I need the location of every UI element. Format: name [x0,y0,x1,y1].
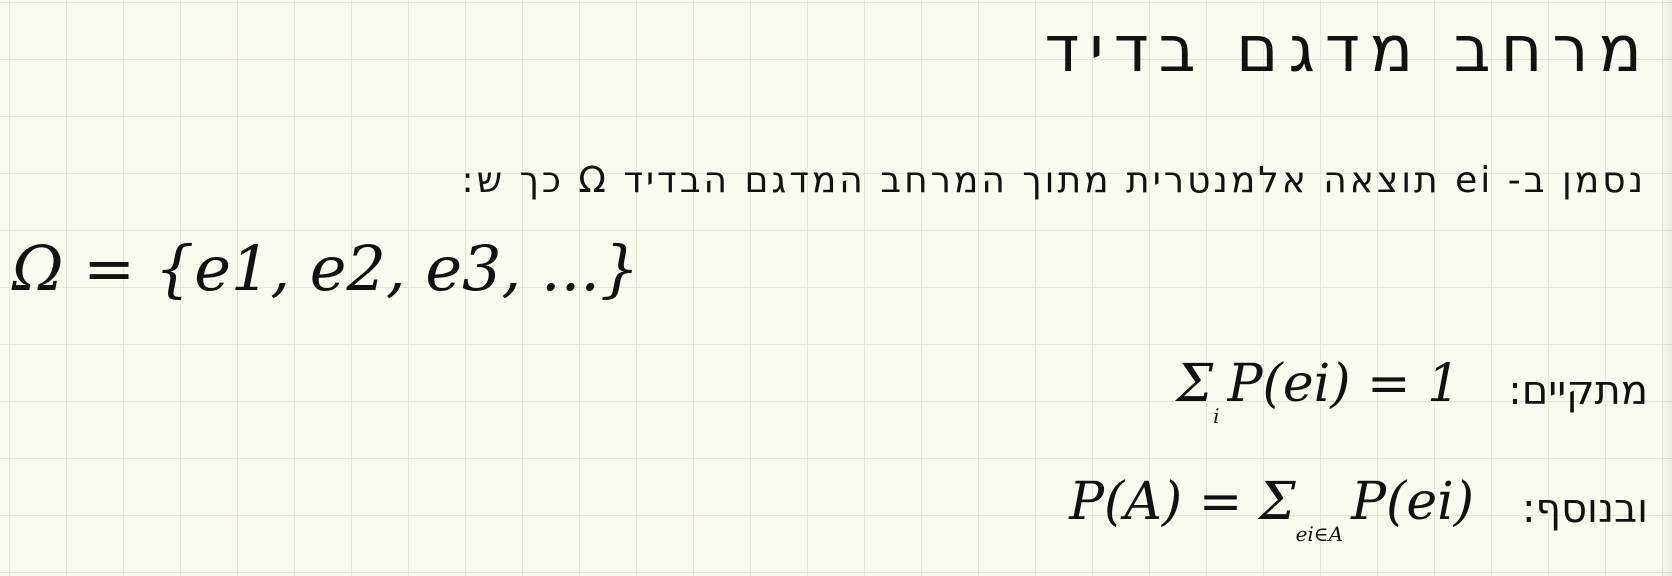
normalization-row [1176,354,1648,428]
omega-set-formula: Ω = {e1, e2, e3, ...} [12,232,640,305]
sum-index: ei∈A [1295,522,1344,546]
event-probability-row [1069,472,1648,546]
additionally-label: ובנוסף: [1522,486,1648,532]
normalization-formula [1176,354,1460,428]
definition-line: נסמן ב- ei תוצאה אלמנטרית מתוך המרחב המדגם הבדיד Ω כך ש: [461,160,1646,201]
normalization-rest: P(ei) = 1 [1227,354,1461,414]
sum-symbol: Σ [1176,354,1214,414]
note-title: מרחב מדגם בדיד [1044,13,1652,87]
event-probability-formula [1069,472,1474,546]
event-rest: P(ei) [1351,472,1475,532]
sum-symbol: Σ [1258,472,1296,532]
page-edge [1660,0,1672,576]
event-lhs: P(A) = [1069,472,1243,532]
sum-index: i [1213,404,1220,428]
holds-label: מתקיים: [1508,368,1648,414]
